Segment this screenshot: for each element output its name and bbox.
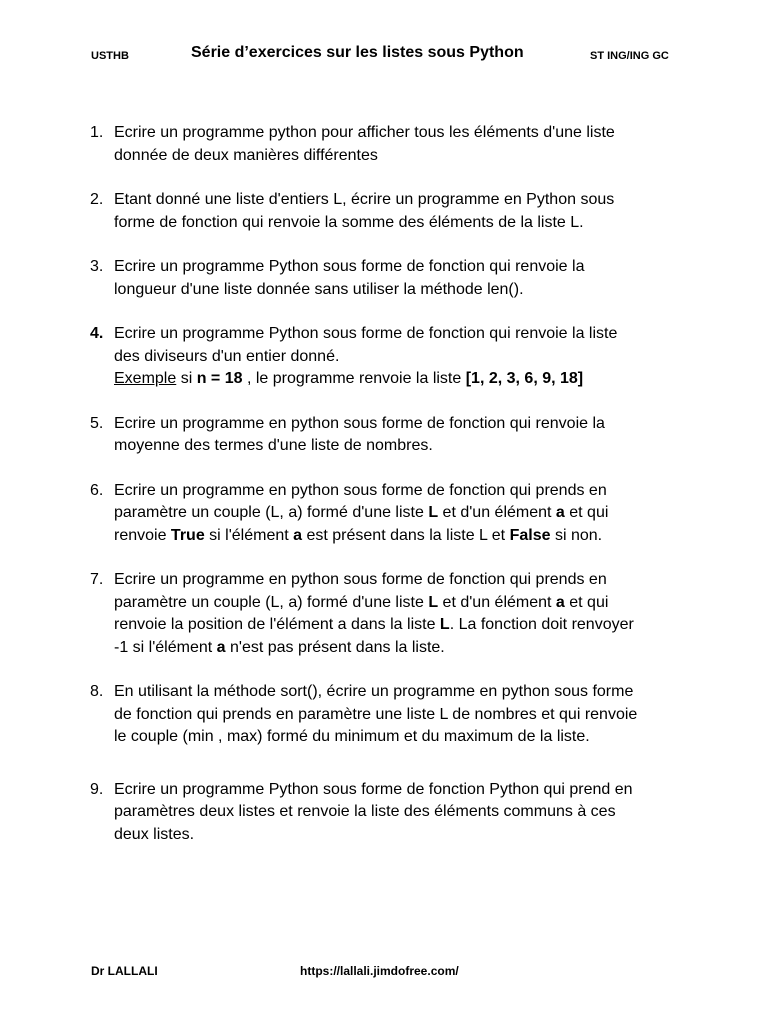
exercise-text-line: deux listes. (114, 825, 195, 843)
exercise-text-line: Ecrire un programme en python sous forme de fonction qui renvoie la (114, 414, 605, 432)
exercise-text-line: des diviseurs d'un entier donné. (114, 347, 340, 365)
exercise-text-line: paramètres deux listes et renvoie la liste des éléments communs à ces (114, 803, 616, 820)
example-input: n = 18 (196, 370, 243, 387)
bold-run: a (555, 504, 565, 521)
bold-run: False (509, 526, 551, 544)
exercise-9 (90, 779, 690, 847)
exercise-text-line: le couple (min , max) formé du minimum et du maximum de la liste. (114, 728, 590, 745)
text-run: et d'un élément (438, 593, 556, 611)
exercise-number: 7. (90, 571, 104, 588)
spacer (90, 234, 690, 256)
document-title: Série d’exercices sur les listes sous Python (191, 44, 524, 61)
spacer (90, 659, 690, 681)
spacer (90, 167, 690, 189)
example-result: [1, 2, 3, 6, 9, 18] (465, 370, 584, 387)
example-label: Exemple (114, 370, 177, 387)
exercise-7 (90, 569, 690, 659)
bold-run: a (555, 593, 565, 611)
exercise-8 (90, 681, 690, 749)
spacer (90, 458, 690, 480)
exercise-text-line: moyenne des termes d'une liste de nombres. (114, 437, 433, 454)
exercise-text-line: Ecrire un programme Python sous forme de fonction Python qui prend en (114, 780, 633, 798)
text-run: . La fonction doit renvoyer (449, 616, 634, 633)
website-link[interactable]: https://lallali.jimdofree.com/ (300, 964, 459, 978)
spacer (90, 749, 690, 779)
bold-run: a (216, 638, 226, 656)
exercise-text-line: de fonction qui prends en paramètre une liste L de nombres et qui renvoie (114, 705, 638, 723)
exercise-2 (90, 189, 690, 234)
exercise-text-line: Ecrire un programme Python sous forme de fonction qui renvoie la (114, 258, 585, 275)
exercise-text-line (114, 525, 690, 548)
exercise-text-line: longueur d'une liste donnée sans utiliser la méthode len(). (114, 280, 524, 298)
page-footer (0, 964, 768, 984)
bold-run: L (428, 504, 439, 521)
spacer (90, 391, 690, 413)
program-label: ST ING/ING GC (590, 50, 669, 62)
exercise-text-line: En utilisant la méthode sort(), écrire un programme en python sous forme (114, 683, 634, 700)
exercise-text-line (114, 502, 690, 525)
spacer (90, 547, 690, 569)
text-run: si l'élément (204, 526, 294, 544)
exercise-text-line: Ecrire un programme en python sous forme de fonction qui prends en (114, 571, 607, 588)
bold-run: L (428, 593, 439, 611)
text-run: paramètre un couple (L, a) formé d'une liste (114, 593, 429, 611)
exercise-1 (90, 122, 690, 167)
text-run: renvoie (114, 526, 171, 544)
exercise-number: 9. (90, 780, 104, 798)
example-line (114, 368, 690, 391)
exercise-text-line: donnée de deux manières différentes (114, 146, 378, 164)
text-run: et qui (564, 504, 609, 521)
bold-run: True (170, 526, 205, 544)
example-text: si (176, 370, 197, 387)
exercise-6 (90, 480, 690, 548)
text-run: et qui (564, 593, 609, 611)
page-header (0, 44, 768, 68)
exercise-text-line: forme de fonction qui renvoie la somme des éléments de la liste L. (114, 213, 584, 231)
exercise-text-line: Ecrire un programme en python sous forme de fonction qui prends en (114, 481, 607, 499)
text-run: et d'un élément (438, 504, 556, 521)
institution-label: USTHB (91, 50, 129, 62)
exercise-number: 2. (90, 191, 104, 208)
bold-run: L (439, 616, 450, 633)
text-run: paramètre un couple (L, a) formé d'une liste (114, 504, 429, 521)
exercise-list (90, 122, 690, 846)
exercise-text-line (114, 592, 690, 615)
exercise-number: 5. (90, 414, 104, 432)
exercise-3 (90, 256, 690, 301)
text-run: n'est pas présent dans la liste. (225, 638, 445, 656)
exercise-5 (90, 413, 690, 458)
spacer (90, 301, 690, 323)
exercise-4 (90, 323, 690, 391)
text-run: si non. (550, 526, 603, 544)
example-text: , le programme renvoie la liste (242, 370, 466, 387)
exercise-text-line: Ecrire un programme Python sous forme de fonction qui renvoie la liste (114, 325, 618, 342)
exercise-text-line (114, 614, 690, 637)
author-name: Dr LALLALI (91, 964, 158, 978)
exercise-number: 8. (90, 683, 104, 700)
exercise-text-line: Etant donné une liste d'entiers L, écrire un programme en Python sous (114, 191, 615, 208)
exercise-number: 3. (90, 258, 104, 275)
text-run: est présent dans la liste L et (302, 526, 510, 544)
exercise-number: 1. (90, 124, 104, 141)
exercise-number: 4. (90, 325, 104, 342)
text-run: renvoie la position de l'élément a dans la liste (114, 616, 440, 633)
bold-run: a (293, 526, 303, 544)
exercise-text-line: Ecrire un programme python pour afficher tous les éléments d'une liste (114, 124, 615, 141)
exercise-number: 6. (90, 481, 104, 499)
text-run: -1 si l'élément (114, 638, 217, 656)
exercise-text-line (114, 637, 690, 660)
